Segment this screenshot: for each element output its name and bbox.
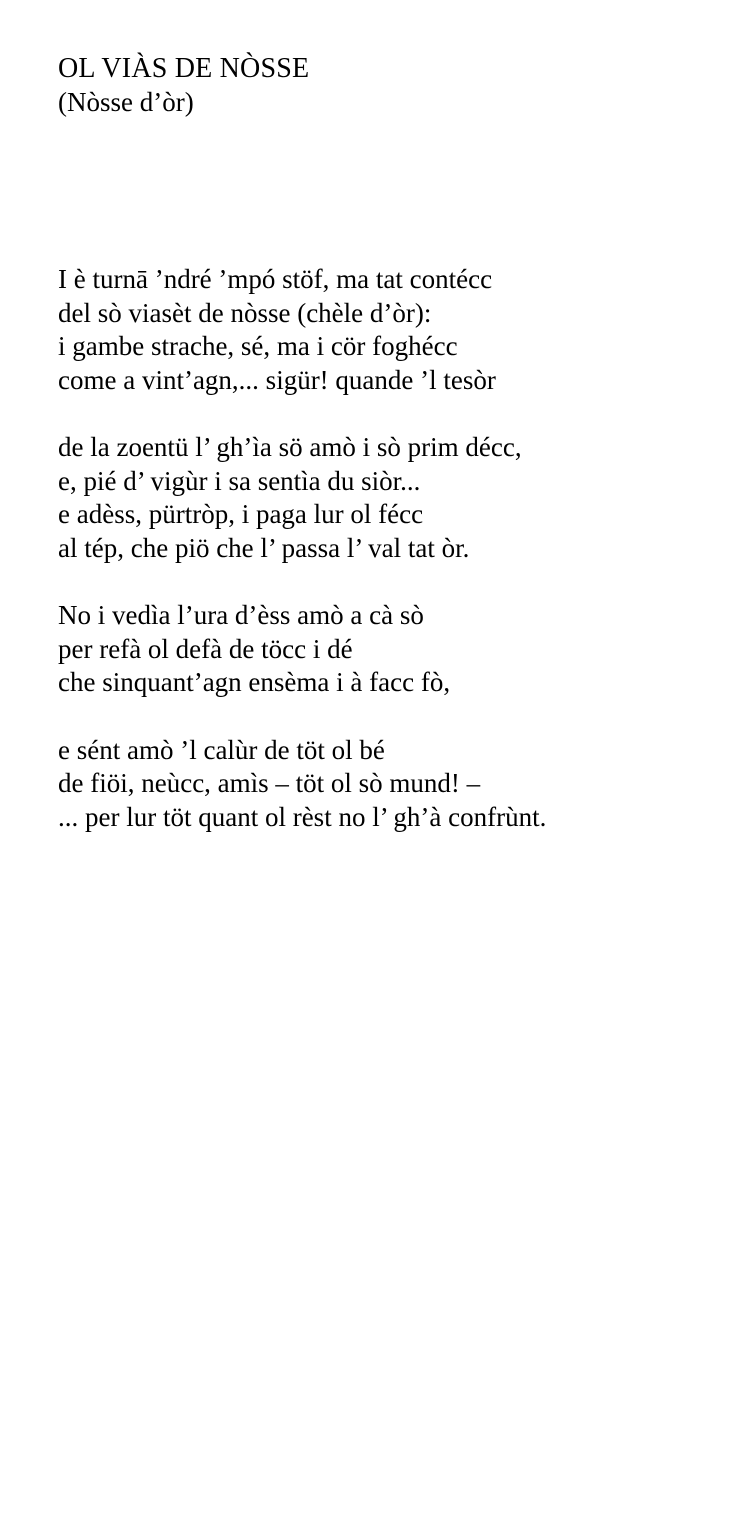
poem-line: e adèss, pürtròp, i paga lur ol fécc [58,499,424,529]
stanza-1 [58,263,718,397]
poem-line: I è turnā ’ndré ’mpó stöf, ma tat contécc [58,264,493,294]
poem-line: e, pié d’ vigùr i sa sentìa du siòr... [58,465,421,496]
poem-line: i gambe strache, sé, ma i cör foghécc [58,331,458,361]
poem-line: come a vint’agn,... sigür! quande ’l tesòr [58,364,496,395]
poem-line: per refà ol defà de töcc i dé [58,633,353,664]
poem-line: No i vedìa l’ura d’èss amò a cà sò [58,600,424,630]
stanza-2 [58,431,718,565]
poem-body [58,263,718,868]
stanza-4 [58,734,718,835]
poem-subtitle: (Nòsse d’òr) [58,87,194,117]
stanza-3 [58,599,718,700]
poem-line: e sént amò ’l calùr de töt ol bé [58,734,385,765]
poem-line: ... per lur töt quant ol rèst no l’ gh’à confrùnt. [58,801,547,832]
title-block [58,52,309,118]
poem-line: del sò viasèt de nòsse (chèle d’òr): [58,297,432,328]
poem-line: de la zoentü l’ gh’ìa sö amò i sò prim décc, [58,432,522,462]
poem-title: OL VIÀS DE NÒSSE [58,53,310,84]
poem-line: al tép, che piö che l’ passa l’ val tat òr. [58,532,470,563]
poem-line: che sinquant’agn ensèma i à facc fò, [58,667,451,697]
poem-line: de fiöi, neùcc, amìs – töt ol sò mund! – [58,768,481,798]
